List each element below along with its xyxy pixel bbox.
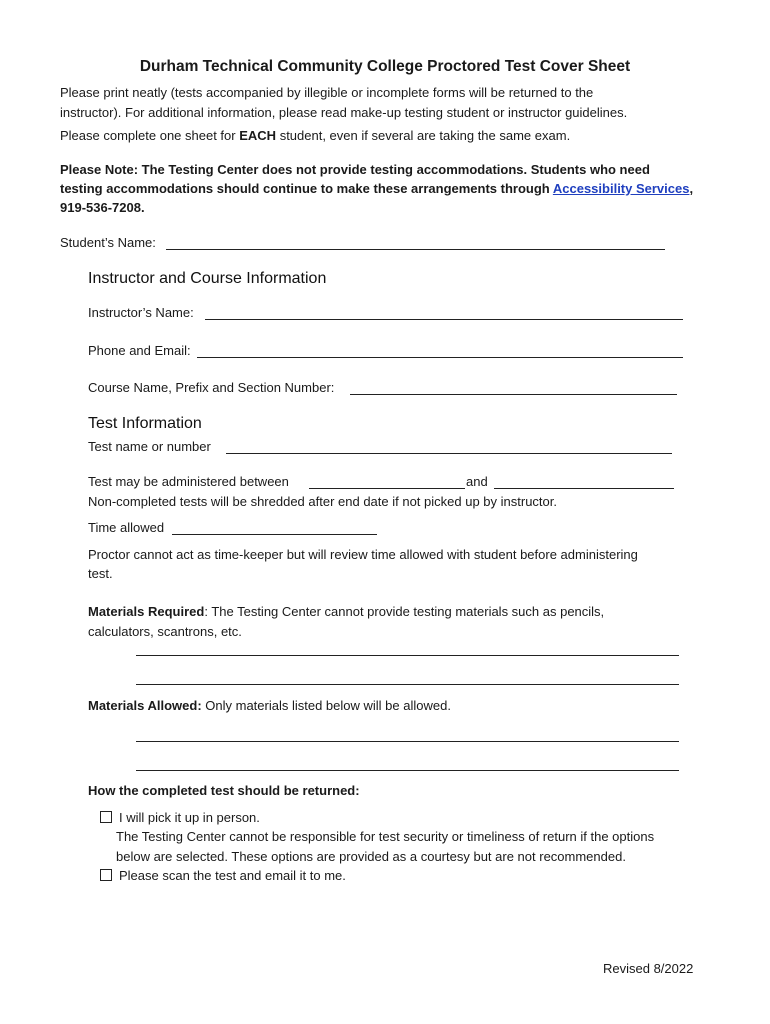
time-allowed-label: Time allowed (88, 520, 165, 535)
student-name-field[interactable] (166, 249, 665, 250)
pickup-label: I will pick it up in person. (119, 810, 260, 825)
complete-pre: Please complete one sheet for (60, 128, 240, 143)
note-line-2 (60, 181, 693, 196)
materials-allowed-label: Materials Allowed: (88, 698, 202, 713)
proctor-note-line-1: Proctor cannot act as time-keeper but will review time allowed with student before administering (88, 547, 638, 562)
course-field[interactable] (350, 394, 677, 395)
and-label: and (466, 474, 488, 489)
materials-required-label: Materials Required (88, 604, 205, 619)
materials-allowed-desc: Only materials listed below will be allowed. (201, 698, 451, 713)
intro-line-2: instructor). For additional information, please read make-up testing student or instructor guidelines. (60, 105, 628, 120)
time-allowed-field[interactable] (172, 534, 377, 535)
complete-bold: EACH (239, 128, 277, 143)
course-label: Course Name, Prefix and Section Number: (88, 380, 335, 395)
phone-email-field[interactable] (197, 357, 683, 358)
phone-email-label: Phone and Email: (88, 343, 191, 358)
note-line-1: Please Note: The Testing Center does not provide testing accommodations. Students who need (60, 162, 650, 177)
admin-end-date-field[interactable] (494, 488, 674, 489)
materials-required-field-2[interactable] (136, 684, 679, 685)
scan-email-checkbox[interactable] (100, 869, 112, 881)
instructor-section-heading: Instructor and Course Information (88, 270, 327, 287)
test-section-heading: Test Information (88, 415, 202, 432)
materials-required-field-1[interactable] (136, 655, 679, 656)
note-line-2-comma: , (689, 181, 694, 196)
proctor-note-line-2: test. (88, 566, 113, 581)
admin-window-label: Test may be administered between (88, 474, 289, 489)
student-name-label: Student’s Name: (60, 235, 156, 250)
note-line-3: 919-536-7208. (60, 200, 145, 215)
complete-post: student, even if several are taking the same exam. (276, 128, 571, 143)
page-title: Durham Technical Community College Proctored Test Cover Sheet (139, 58, 631, 75)
materials-allowed-field-2[interactable] (136, 770, 679, 771)
note-line-2-text: testing accommodations should continue to make these arrangements through (60, 181, 553, 196)
accessibility-services-link[interactable]: Accessibility Services (552, 181, 690, 196)
option-scan-email[interactable] (100, 868, 346, 883)
instructor-name-label: Instructor’s Name: (88, 305, 194, 320)
materials-allowed-text (88, 698, 451, 713)
materials-required-text (88, 604, 604, 619)
shred-note: Non-completed tests will be shredded after end date if not picked up by instructor. (88, 494, 557, 509)
complete-instruction (60, 128, 570, 143)
test-name-label: Test name or number (88, 439, 211, 454)
test-name-field[interactable] (226, 453, 672, 454)
materials-required-line-1: : The Testing Center cannot provide testing materials such as pencils, (204, 604, 605, 619)
revised-date: Revised 8/2022 (603, 961, 694, 976)
return-heading: How the completed test should be returned: (88, 783, 360, 798)
admin-start-date-field[interactable] (309, 488, 465, 489)
materials-allowed-field-1[interactable] (136, 741, 679, 742)
pickup-checkbox[interactable] (100, 811, 112, 823)
scan-email-label: Please scan the test and email it to me. (119, 868, 346, 883)
option-pickup[interactable] (100, 810, 260, 825)
disclaimer-line-1: The Testing Center cannot be responsible for test security or timeliness of return if the options (116, 829, 655, 844)
instructor-name-field[interactable] (205, 319, 683, 320)
disclaimer-line-2: below are selected. These options are provided as a courtesy but are not recommended. (116, 849, 626, 864)
materials-required-line-2: calculators, scantrons, etc. (88, 624, 242, 639)
intro-line-1: Please print neatly (tests accompanied by illegible or incomplete forms will be returned to the (60, 85, 594, 100)
